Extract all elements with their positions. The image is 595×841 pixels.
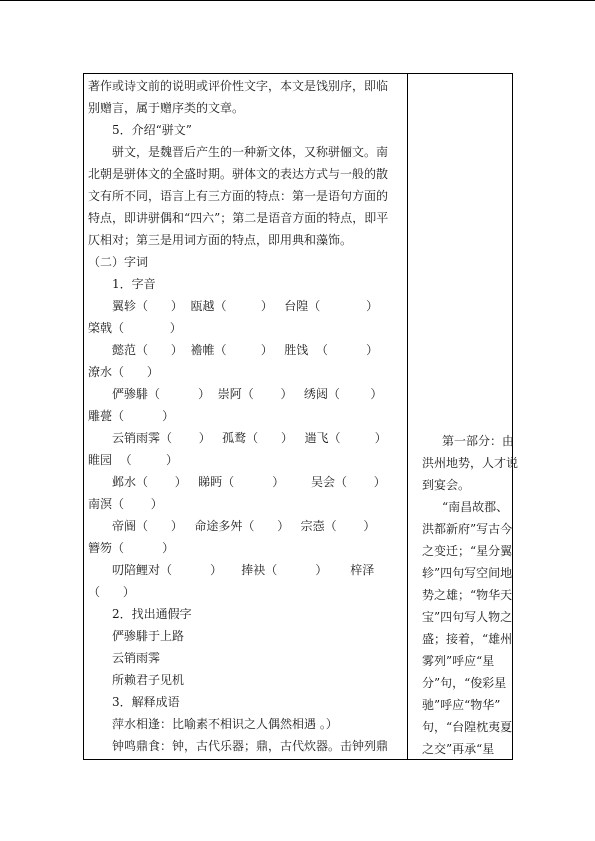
right-column-line: 句，“台隍枕夷夏 [422,720,513,734]
left-column-line: 北朝是骈体文的全盛时期。骈体文的表达方式与一般的散 [88,167,389,181]
left-column-line: 5．介绍“骈文” [112,123,192,137]
left-column-line: 懿范（ ） 襜帷（ ） 胜饯 （ ） [112,343,379,357]
right-column-line: 之变迁；“星分翼 [422,544,513,558]
right-column-line: 第一部分：由 [442,434,515,448]
left-column-line: 云销雨霁 [112,651,161,665]
left-column-line: 俨骖騑（ ） 崇阿（ ） 绣闼（ ） [112,387,383,401]
right-column-line: 分”句，“俊彩星 [422,676,507,690]
left-column-line: 云销雨霁（ ） 孤鹜（ ） 遄飞（ ） [112,431,387,445]
right-column-line: 之交”再承“星 [422,742,495,756]
right-column-line: 洪州地势，人才说 [422,456,519,470]
left-column-line: 文有所不同，语言上有三方面的特点：第一是语句方面的 [88,189,389,203]
right-column [422,430,519,760]
left-column-line: 3．解释成语 [112,695,180,709]
top-rule [0,0,595,1]
left-column-line: 2．找出通假字 [112,607,192,621]
column-divider [407,73,408,760]
left-column-line: 帝阍（ ） 命途多舛（ ） 宗悫（ ） [112,519,376,533]
right-column-line: 势之雄；“物华天 [422,588,513,602]
right-column-line: 洪都新府”写古今 [422,522,513,536]
left-column-line: 所赖君子见机 [112,673,185,687]
left-column-line: 棨戟（ ） [88,321,182,335]
left-column-line: 翼轸（ ） 瓯越（ ） 台隍（ ） [112,299,379,313]
left-column-line: 雕甍（ ） [88,409,175,423]
left-column-line: 别赠言，属于赠序类的文章。 [88,101,245,115]
left-column-line: 钟鸣鼎食：钟，古代乐器；鼎，古代炊器。击钟列鼎 [112,739,389,753]
right-column-line: 轸”四句写空间地 [422,566,513,580]
left-column-line: 邺水（ ） 睇眄（ ） 吴会（ ） [112,475,386,489]
left-column-line: 特点，即讲骈偶和“四六”；第二是语音方面的特点，即平 [88,211,389,225]
right-column-line: 盛；接着，“雄州 [422,632,513,646]
right-column-line: 宝”四句写人物之 [422,610,513,624]
left-column-line: 南溟（ ） [88,497,163,511]
left-column-line: 俨骖騑于上路 [112,629,185,643]
right-column-line: “南昌故郡、 [442,500,509,514]
left-column-line: 睢园 （ ） [88,453,178,467]
right-column-line: 雾列”呼应“星 [422,654,495,668]
left-column-line: 著作或诗文前的说明或评价性文字，本文是饯别序，即临 [88,79,389,93]
left-column-line: 簪笏（ ） [88,541,175,555]
right-column-line: 驰”呼应“物华” [422,698,501,712]
left-column-line: 叨陪鲤对（ ） 捧袂（ ） 梓泽 [112,563,375,577]
left-column-line: 骈文，是魏晋后产生的一种新文体，又称骈俪文。南 [112,145,389,159]
left-column-line: 潦水（ ） [88,365,159,379]
left-column-line: （ ） [88,585,135,599]
left-column-line: 仄相对；第三是用词方面的特点，即用典和藻饰。 [88,233,353,247]
left-column-line: 1．字音 [112,277,156,291]
left-column-line: 萍水相逢：比喻素不相识之人偶然相遇 。） [112,717,338,731]
left-column-line: （二）字词 [88,255,149,269]
left-column [88,75,404,757]
right-column-line: 到宴会。 [422,478,471,492]
